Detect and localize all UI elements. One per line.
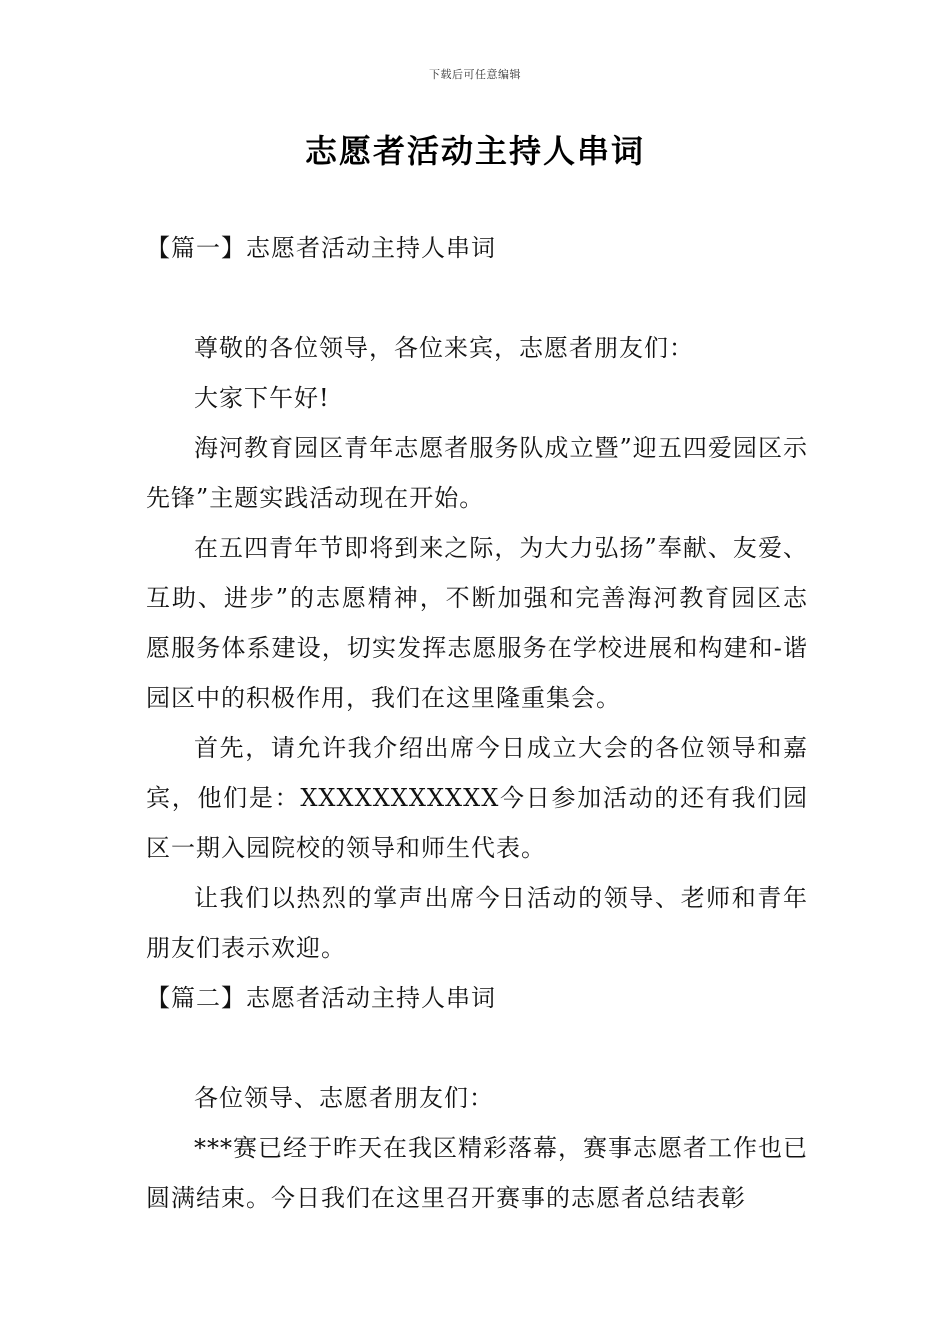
paragraph: 大家下午好! [194, 384, 330, 412]
header-note: 下载后可任意编辑 [429, 68, 521, 81]
document-title: 志愿者活动主持人串词 [304, 132, 645, 170]
section-heading-1: 【篇一】志愿者活动主持人串词 [146, 234, 496, 262]
section-spacer [146, 1023, 808, 1073]
paragraph: 海河教育园区青年志愿者服务队成立暨”迎五四爱园区示先锋”主题实践活动现在开始。 [146, 434, 808, 512]
section-spacer [146, 273, 808, 323]
paragraph: 各位领导、志愿者朋友们： [194, 1084, 494, 1112]
paragraph: 尊敬的各位领导，各位来宾，志愿者朋友们： [194, 334, 694, 362]
paragraph: 让我们以热烈的掌声出席今日活动的领导、老师和青年朋友们表示欢迎。 [146, 884, 808, 962]
document-body [146, 223, 808, 1223]
paragraph: ***赛已经于昨天在我区精彩落幕，赛事志愿者工作也已圆满结束。今日我们在这里召开赛事的志愿者总结表彰 [146, 1134, 808, 1212]
paragraph: 首先，请允许我介绍出席今日成立大会的各位领导和嘉宾，他们是：XXXXXXXXXXX今日参加活动的还有我们园区一期入园院校的领导和师生代表。 [146, 734, 808, 862]
section-heading-2: 【篇二】志愿者活动主持人串词 [146, 984, 496, 1012]
paragraph: 在五四青年节即将到来之际，为大力弘扬”奉献、友爱、互助、进步”的志愿精神，不断加强和完善海河教育园区志愿服务体系建设，切实发挥志愿服务在学校进展和构建和-谐园区中的积极作用，我们在这里隆重集会。 [146, 534, 808, 712]
